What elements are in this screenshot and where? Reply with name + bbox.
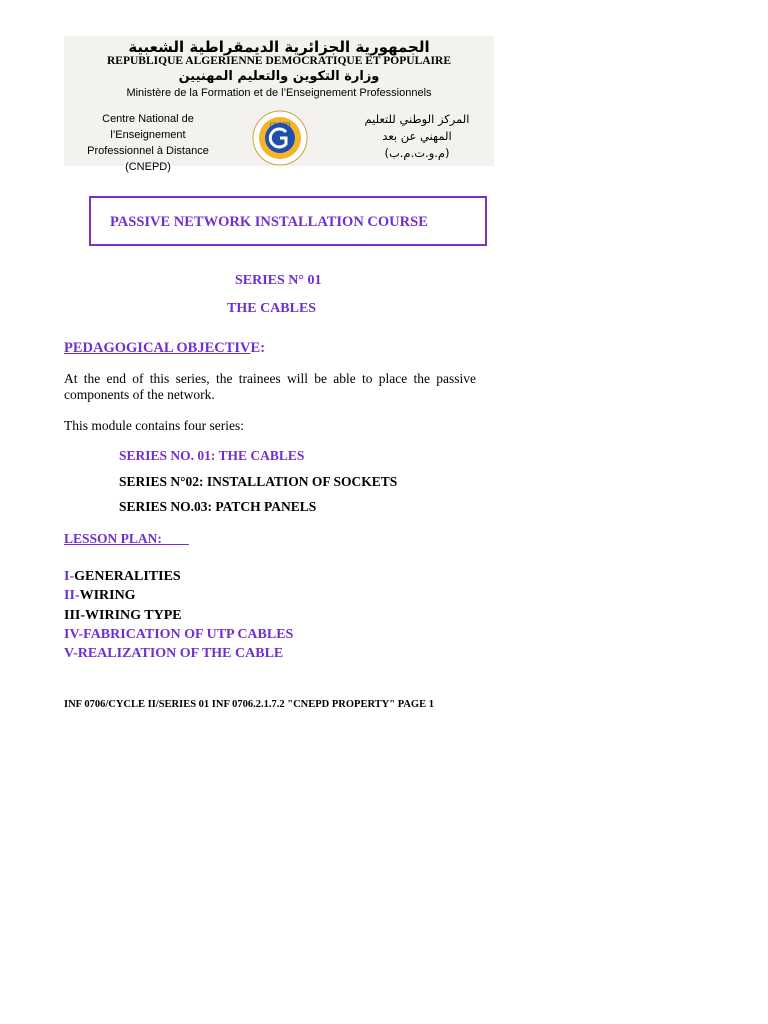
objective-text: At the end of this series, the trainees will be able to place the passive components of the network.: [64, 371, 476, 402]
left-organization-name: [64, 111, 232, 175]
french-republic-title: REPUBLIQUE ALGERIENNE DEMOCRATIQUE ET POPULAIRE: [107, 55, 451, 67]
lesson-plan-item: [64, 608, 182, 624]
objective-heading-underlined: PEDAGOGICAL OBJECTIV: [64, 340, 251, 356]
series-list-item: SERIES NO. 01: THE CABLES: [119, 448, 305, 463]
left-org-line: Centre National de l’Enseignement: [102, 113, 194, 141]
series-title: THE CABLES: [227, 301, 317, 316]
right-org-line: المركز الوطني للتعليم: [364, 112, 470, 126]
lesson-item-text: V-REALIZATION OF THE CABLE: [64, 646, 284, 661]
lesson-plan-heading-text: LESSON PLAN:: [64, 531, 162, 546]
lesson-item-prefix: II-: [64, 588, 80, 603]
lesson-plan-item: [64, 569, 181, 585]
right-org-line: (م.و.ت.م.ب): [384, 146, 450, 160]
right-organization-name: [332, 111, 502, 162]
module-intro: This module contains four series:: [64, 418, 244, 433]
lesson-item-text: IV-FABRICATION OF UTP CABLES: [64, 627, 294, 642]
right-org-line: المهني عن بعد: [382, 129, 452, 143]
lesson-item-text: WIRING: [79, 588, 136, 603]
logo-text: CNEPD: [269, 122, 291, 129]
series-list-item: SERIES NO.03: PATCH PANELS: [119, 499, 317, 514]
lesson-item-text: III-WIRING TYPE: [64, 608, 182, 623]
arabic-ministry-title: وزارة التكوين والتعليم المهنيين: [178, 69, 380, 84]
course-title: PASSIVE NETWORK INSTALLATION COURSE: [110, 214, 428, 230]
series-list-item: SERIES N°02: INSTALLATION OF SOCKETS: [119, 474, 398, 489]
lesson-plan-item: [64, 627, 293, 643]
lesson-plan-item: [64, 588, 136, 604]
lesson-plan-heading: [64, 531, 189, 547]
left-org-line: Professionnel à Distance: [87, 145, 209, 157]
lesson-item-text: GENERALITIES: [74, 569, 181, 584]
objective-heading-rest: E:: [250, 340, 266, 356]
left-org-line: (CNEPD): [125, 161, 171, 173]
cnepd-logo-icon: [252, 110, 308, 166]
lesson-plan-item: [64, 646, 283, 662]
arabic-republic-title: الجمهورية الجزائرية الديمقراطية الشعبية: [128, 38, 430, 56]
lesson-item-prefix: I-: [64, 569, 75, 584]
series-number: SERIES N° 01: [235, 273, 322, 288]
french-ministry-title: Ministère de la Formation et de l’Enseignement Professionnels: [126, 87, 432, 99]
page-footer: INF 0706/CYCLE II/SERIES 01 INF 0706.2.1.7.2 "CNEPD PROPERTY" PAGE 1: [64, 699, 434, 710]
pedagogical-objective-heading: [64, 340, 265, 357]
